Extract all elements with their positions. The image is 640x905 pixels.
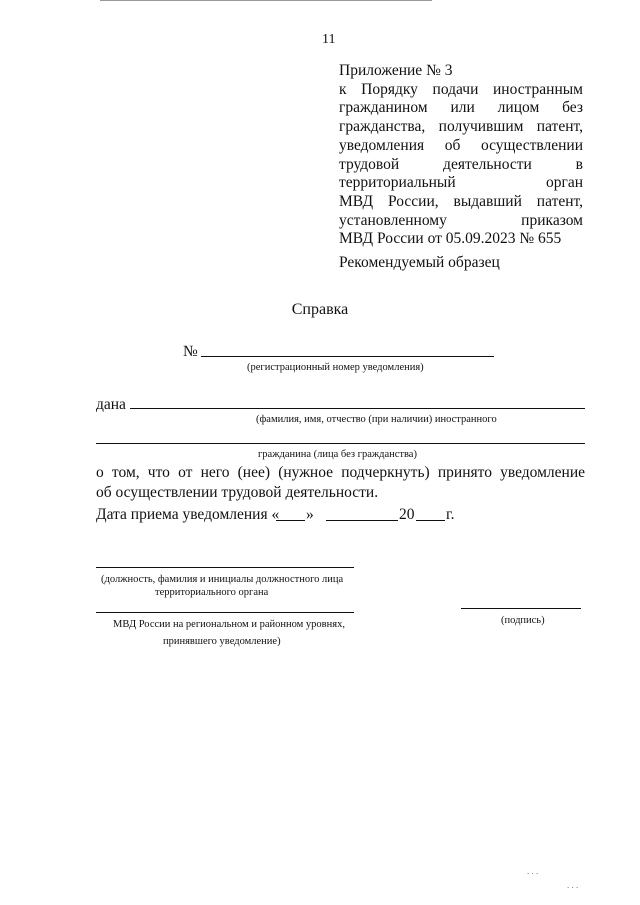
issued-to-caption-continued: гражданина (лица без гражданства) bbox=[258, 449, 417, 460]
date-year-suffix: г. bbox=[446, 506, 455, 523]
date-year-prefix: 20 bbox=[399, 506, 415, 523]
appendix-line: к Порядку подачи иностранным bbox=[339, 80, 583, 98]
appendix-line: установленному приказом bbox=[339, 211, 583, 229]
statement-line: о том, что от него (нее) (нужное подчеркнуть) принято уведомление bbox=[96, 464, 585, 481]
document-title: Справка bbox=[291, 301, 349, 318]
official-caption: принявшего уведомление) bbox=[163, 636, 281, 647]
official-caption: территориального органа bbox=[155, 587, 269, 598]
registration-number-field[interactable] bbox=[201, 356, 494, 357]
official-position-field[interactable] bbox=[96, 567, 354, 568]
official-caption: МВД России на региональном и районном уровнях, bbox=[113, 619, 345, 630]
appendix-line: уведомления об осуществлении bbox=[339, 136, 583, 154]
scan-speck: . . . bbox=[527, 866, 539, 876]
issued-to-label: дана bbox=[96, 396, 126, 413]
recommended-sample-label: Рекомендуемый образец bbox=[339, 254, 500, 271]
signature-field[interactable] bbox=[461, 608, 581, 609]
appendix-line: Приложение № 3 bbox=[339, 62, 453, 79]
appendix-line: МВД России от 05.09.2023 № 655 bbox=[339, 230, 562, 248]
official-body-field[interactable] bbox=[96, 612, 354, 613]
issued-to-field[interactable] bbox=[130, 408, 585, 409]
date-year-field[interactable] bbox=[416, 520, 445, 521]
top-edge-rule bbox=[100, 0, 432, 1]
issued-to-field-continued[interactable] bbox=[96, 443, 585, 444]
page-number: 11 bbox=[322, 32, 336, 47]
date-day-field[interactable] bbox=[276, 520, 305, 521]
appendix-line: МВД России, выдавший патент, bbox=[339, 192, 583, 210]
signature-caption: (подпись) bbox=[501, 615, 545, 626]
appendix-line: территориальный орган bbox=[339, 174, 583, 192]
date-close-quote: » bbox=[306, 506, 314, 523]
appendix-line: трудовой деятельности в bbox=[339, 155, 583, 173]
registration-number-label: № bbox=[183, 343, 198, 360]
official-caption: (должность, фамилия и инициалы должностного лица bbox=[101, 574, 344, 585]
date-month-field[interactable] bbox=[326, 520, 398, 521]
appendix-line: гражданином или лицом без bbox=[339, 99, 583, 117]
appendix-block bbox=[339, 62, 583, 249]
registration-number-caption: (регистрационный номер уведомления) bbox=[247, 362, 424, 373]
appendix-line: гражданства, получившим патент, bbox=[339, 118, 583, 136]
date-label: Дата приема уведомления « bbox=[96, 506, 280, 523]
statement-line: об осуществлении трудовой деятельности. bbox=[96, 484, 379, 501]
scan-speck: . . . bbox=[567, 880, 579, 890]
issued-to-caption: (фамилия, имя, отчество (при наличии) иностранного bbox=[256, 414, 497, 425]
